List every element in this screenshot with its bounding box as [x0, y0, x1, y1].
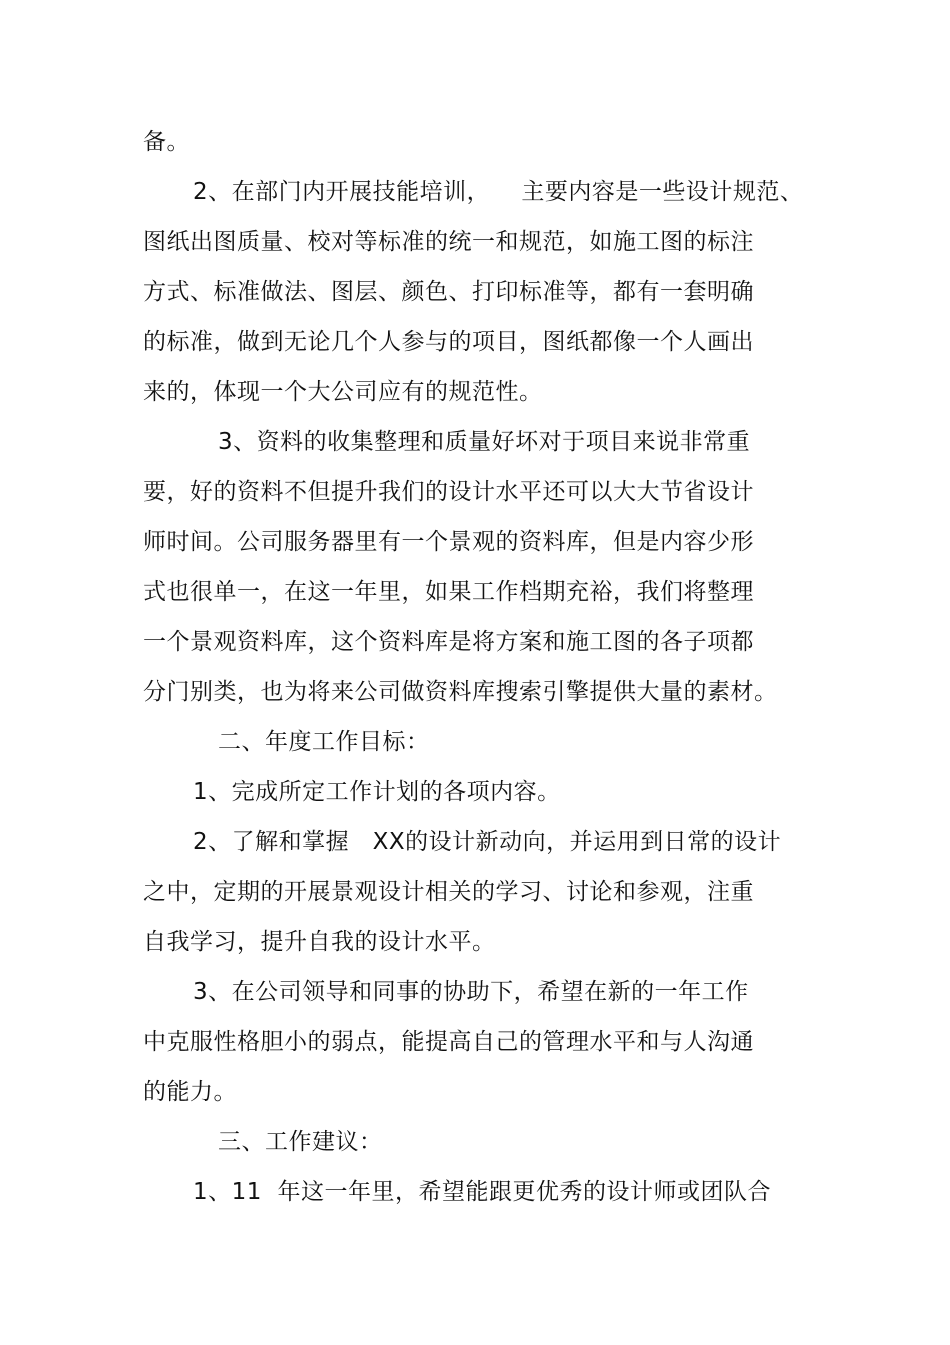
section-heading: 二、年度工作目标：: [218, 729, 430, 755]
text-line: 之中，定期的开展景观设计相关的学习、讨论和参观，注重: [143, 879, 754, 905]
text-line: 式也很单一，在这一年里，如果工作档期充裕，我们将整理: [143, 579, 754, 605]
text-line: 一个景观资料库，这个资料库是将方案和施工图的各子项都: [143, 629, 754, 655]
text-line: 自我学习，提升自我的设计水平。: [143, 929, 496, 955]
text-line: 3、资料的收集整理和质量好坏对于项目来说非常重: [218, 429, 751, 455]
text-line: 师时间。公司服务器里有一个景观的资料库，但是内容少形: [143, 529, 754, 555]
text-line: 备。: [143, 129, 190, 155]
text-line: 3、在公司领导和同事的协助下，希望在新的一年工作: [193, 979, 749, 1005]
text-line: 的能力。: [143, 1079, 237, 1105]
text-line: 1、完成所定工作计划的各项内容。: [193, 779, 561, 805]
section-heading: 三、工作建议：: [218, 1129, 383, 1155]
text-line: 方式、标准做法、图层、颜色、打印标准等，都有一套明确: [143, 279, 754, 305]
text-line: 要，好的资料不但提升我们的设计水平还可以大大节省设计: [143, 479, 754, 505]
text-line: 2、了解和掌握 XX的设计新动向，并运用到日常的设计: [193, 829, 782, 855]
text-line: 分门别类，也为将来公司做资料库搜索引擎提供大量的素材。: [143, 679, 778, 705]
text-line: 中克服性格胆小的弱点，能提高自己的管理水平和与人沟通: [143, 1029, 754, 1055]
text-line: 图纸出图质量、校对等标准的统一和规范，如施工图的标注: [143, 229, 754, 255]
text-line: 的标准，做到无论几个人参与的项目，图纸都像一个人画出: [143, 329, 754, 355]
text-line: 2、在部门内开展技能培训， 主要内容是一些设计规范、: [193, 179, 804, 205]
text-line: 来的，体现一个大公司应有的规范性。: [143, 379, 543, 405]
text-line: 1、11 年这一年里，希望能跟更优秀的设计师或团队合: [193, 1179, 772, 1205]
